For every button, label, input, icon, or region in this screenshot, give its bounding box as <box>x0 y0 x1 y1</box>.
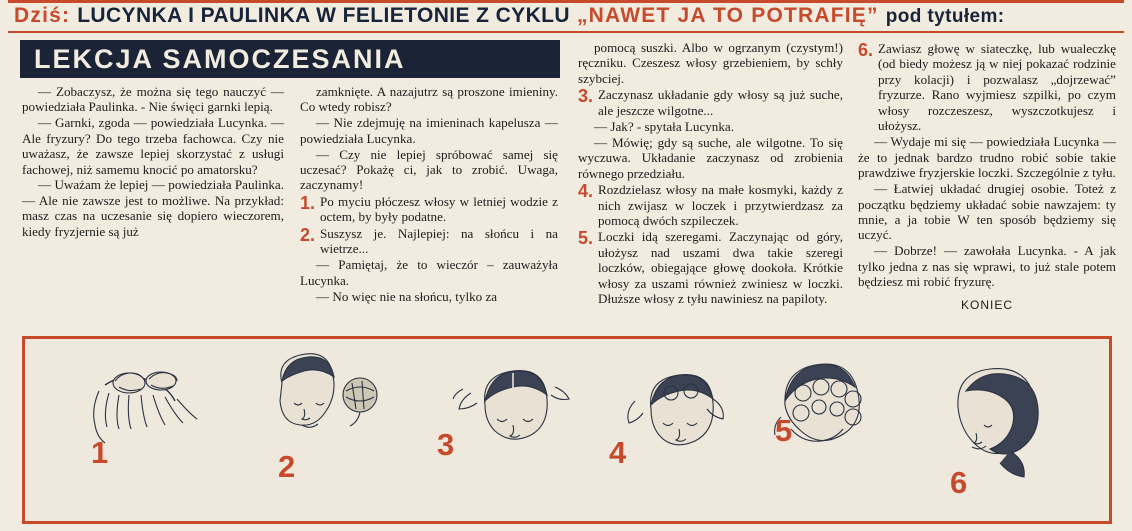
step-number: 5. <box>578 228 594 249</box>
photo-cell-2 <box>230 339 410 521</box>
step-number: 4. <box>578 181 594 202</box>
step-item <box>858 41 1116 133</box>
paragraph: — Uważam że lepiej — powiedziała Paulinka. — Ale nie zawsze jest to możliwe. Na przykład: masz czas na uczesanie się dopiero wieczorem, kiedy fryzjernie są już <box>22 177 284 239</box>
banner-rule-top <box>8 0 1124 3</box>
hair-net-illustration <box>910 351 1100 491</box>
photo-cell-1 <box>55 339 235 521</box>
paragraph: — Łatwiej układać drugiej osobie. Toteż z początku będziemy układać sobie nawzajem: ty mnie, a ja tobie W ten sposób będziemy się uczyć. <box>858 181 1116 243</box>
photo-label-2: 2 <box>278 449 296 484</box>
step-number: 3. <box>578 86 594 107</box>
banner-tail: pod tytułem: <box>885 6 1005 27</box>
paragraph: zamknięte. A nazajutrz są proszone imieniny. Co wtedy robisz? <box>300 84 558 115</box>
step-item <box>578 229 843 306</box>
photo-label-3: 3 <box>437 427 455 462</box>
paragraph: — Czy nie lepiej spróbować samej się uczesać? Pokażę ci, jak to zrobić. Uwaga, zaczynamy! <box>300 146 558 193</box>
photo-label-5: 5 <box>775 413 793 448</box>
text-column-3 <box>578 40 843 307</box>
step-item <box>300 226 558 257</box>
paragraph: — Mówię; gdy są suche, ale wilgotne. To się wyczuwa. Układanie zaczynasz od zrobienia równego przedziału. <box>578 134 843 181</box>
step-number: 1. <box>300 192 316 213</box>
step-text: Rozdzielasz włosy na małe kosmyki, każdy z nich zwijasz w loczek i przytwierdzasz za pomocą dwóch szpileczek. <box>598 182 843 228</box>
text-column-2 <box>300 84 558 305</box>
hair-drying-illustration <box>230 347 410 477</box>
photo-cell-4 <box>585 339 765 521</box>
step-number: 6. <box>858 40 874 60</box>
pin-curls-illustration <box>745 347 925 477</box>
photo-label-4: 4 <box>609 435 627 470</box>
banner-series-title: „NAWET JA TO POTRAFIĘ” <box>576 4 879 27</box>
photo-label-1: 1 <box>91 435 109 470</box>
text-column-4 <box>858 40 1116 313</box>
paragraph: — Zobaczysz, że można się tego nauczyć — powiedziała Paulinka. - Nie święci garnki lepią. <box>22 84 284 115</box>
end-marker: KONIEC <box>960 297 1013 312</box>
paragraph: — Nie zdejmuję na imieninach kapelusza — powiedziała Lucynka. <box>300 115 558 146</box>
step-number: 2. <box>300 224 316 245</box>
step-text: Suszysz je. Najlepiej: na słońcu i na wietrze... <box>320 225 558 257</box>
paragraph: — Garnki, zgoda — powiedziała Lucynka. — Ale fryzury? Do tego trzeba fachowca. Czy nie uważasz, że zawsze lepiej skorzystać z usługi fachowej, niż samemu knocić po amatorsku? <box>22 115 284 177</box>
photo-cell-5 <box>745 339 925 521</box>
text-column-1 <box>22 84 284 240</box>
banner-rule-bottom <box>8 31 1124 33</box>
step-text: Loczki idą szeregami. Zaczynając od góry, ułożysz nad uszami dwa takie szeregi loczków, obiegające głowę dookoła. Krótkie włosy za uszami również zwiniesz w loczki. Dłuższe włosy z tyłu nawiniesz na papiloty. <box>598 229 843 306</box>
paragraph: pomocą suszki. Albo w ogrzanym (czystym!) ręczniku. Czeszesz włosy grzebieniem, by schły szybciej. <box>578 40 843 86</box>
article-headline <box>20 40 560 78</box>
paragraph: — Wydaje mi się — powiedziała Lucynka — że to jednak bardzo trudno robić sobie takie prawdziwe fryzjerskie loczki. Szczególnie z tyłu. <box>858 134 1116 181</box>
step-text: Zaczynasz układanie gdy włosy są już suche, ale jeszcze wilgotne... <box>598 87 843 118</box>
step-item <box>578 87 843 118</box>
paragraph: — Dobrze! — zawołała Lucynka. - A jak tylko jedna z nas się wprawi, to już stale potem będziesz mi robić fryzurę. <box>858 243 1116 290</box>
paragraph: — No więc nie na słońcu, tylko za <box>316 288 498 304</box>
step-item <box>578 182 843 228</box>
step-item <box>300 194 558 225</box>
banner-headline: LUCYNKA I PAULINKA W FELIETONIE Z CYKLU <box>77 4 570 27</box>
photo-label-6: 6 <box>950 465 968 500</box>
photo-cell-6 <box>910 339 1090 521</box>
top-banner <box>0 0 1132 34</box>
step-text: Zawiasz głowę w siateczkę, lub wualeczkę (od biedy możesz ją w niej pokazać rodzinie przy kolacji) i pozwalasz „dojrzewać” fryzurze. Rano wyjmiesz szpilki, po czym włosy rozczeszesz, wyszczotkujesz i ułożysz. <box>878 41 1116 134</box>
paragraph: — Jak? - spytała Lucynka. <box>594 119 734 135</box>
banner-text <box>14 4 1005 28</box>
article-headline-text: LEKCJA SAMOCZESANIA <box>34 43 406 74</box>
step-text: Po myciu płóczesz włosy w letniej wodzie z octem, by były podatne. <box>320 193 558 225</box>
photo-strip <box>22 336 1112 524</box>
paragraph: — Pamiętaj, że to wieczór – zauważyła Lucynka. <box>300 257 558 288</box>
photo-cell-3 <box>415 339 595 521</box>
banner-kicker: Dziś: <box>14 4 71 27</box>
